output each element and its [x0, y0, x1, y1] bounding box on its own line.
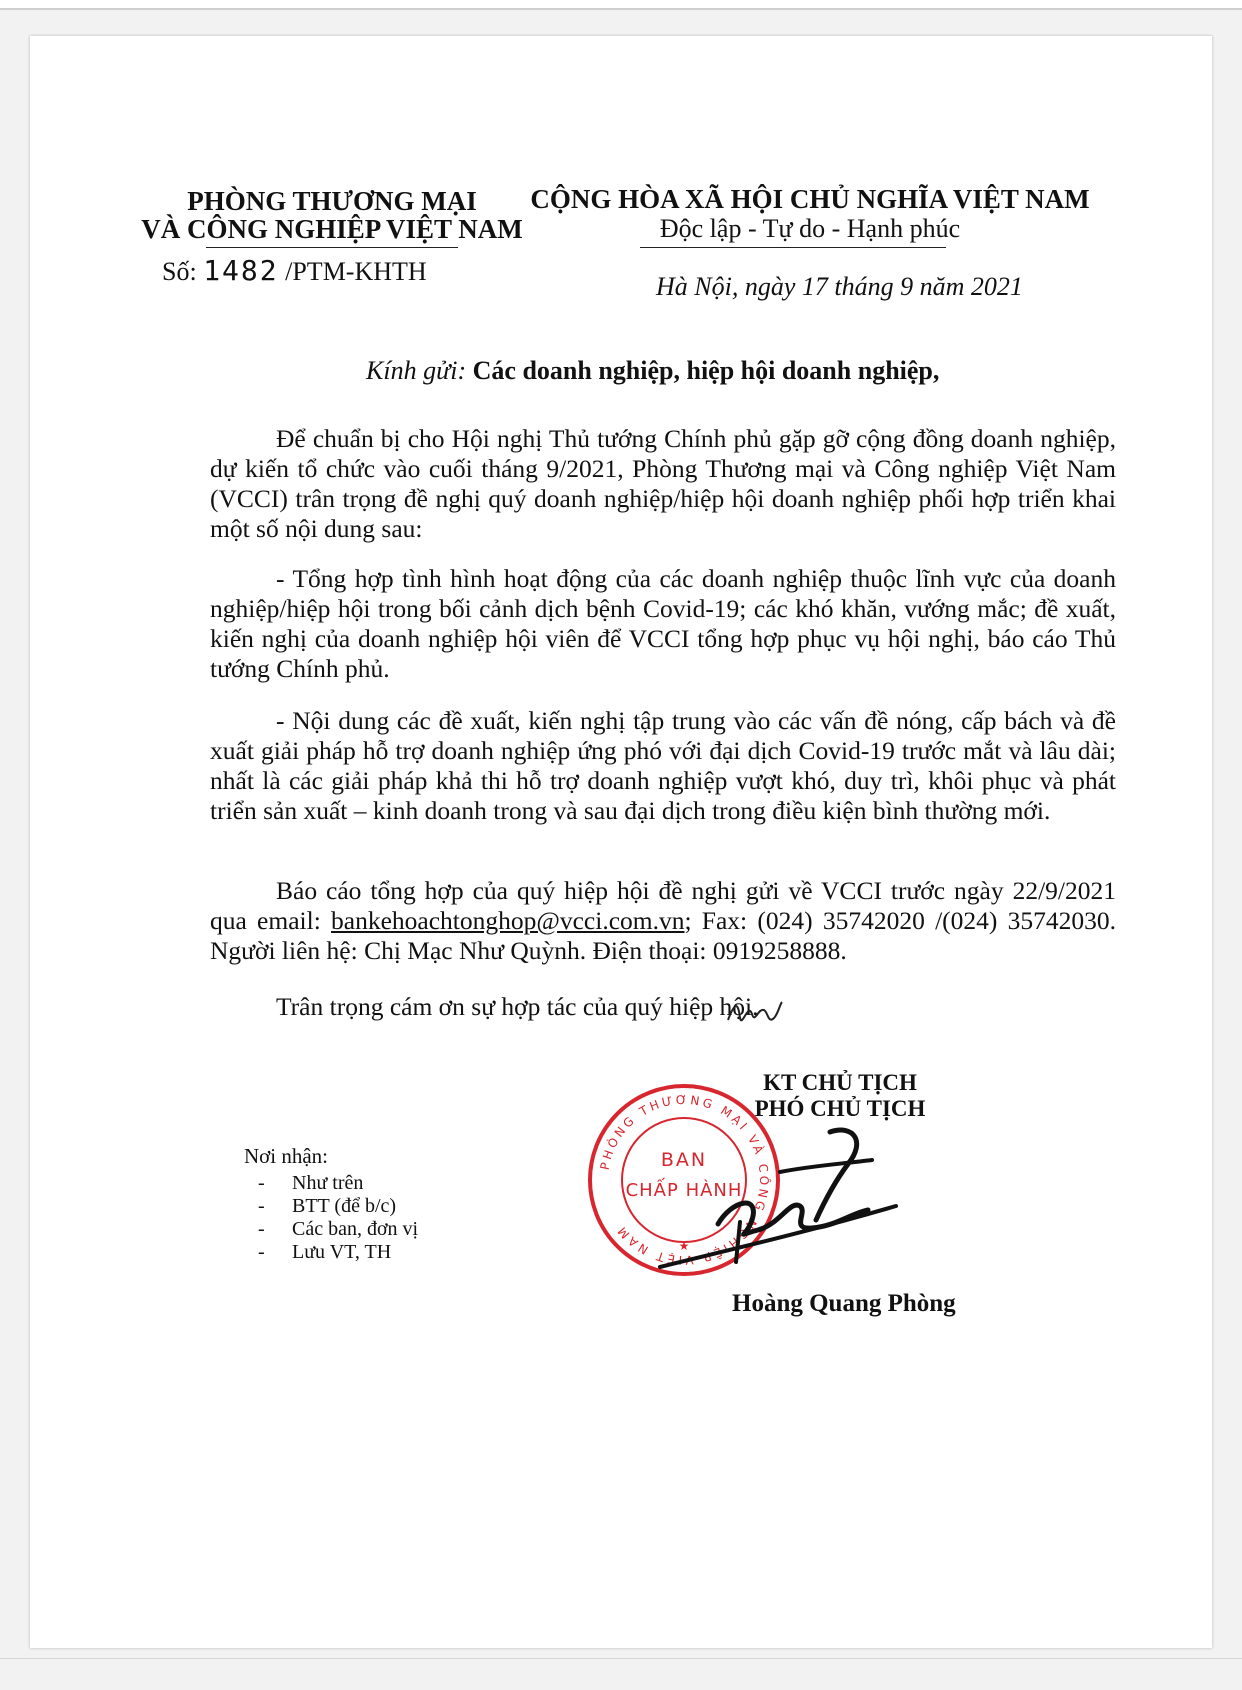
salutation-label: Kính gửi:	[366, 356, 467, 385]
recipient-item: - BTT (để b/c)	[258, 1195, 397, 1217]
bottom-divider	[0, 1658, 1242, 1659]
recipient-item: - Như trên	[258, 1172, 364, 1194]
country-name: CỘNG HÒA XÃ HỘI CHỦ NGHĨA VIỆT NAM	[530, 184, 1090, 214]
national-motto: Độc lập - Tự do - Hạnh phúc	[659, 214, 961, 243]
signature-title-1: KT CHỦ TỊCH	[763, 1070, 917, 1095]
top-divider	[0, 8, 1242, 10]
recipient-text: Như trên	[292, 1172, 364, 1194]
signature-title-2: PHÓ CHỦ TỊCH	[754, 1096, 926, 1121]
document-number	[162, 254, 427, 287]
salutation-recipients: Các doanh nghiệp, hiệp hội doanh nghiệp,	[472, 356, 940, 385]
so-suffix: /PTM-KHTH	[285, 257, 427, 286]
body-paragraph-3: - Nội dung các đề xuất, kiến nghị tập trung vào các vấn đề nóng, cấp bách và đề xuất giải pháp hỗ trợ doanh nghiệp ứng phó với đại dịch Covid-19 trước mắt và lâu dài; nhất là các giải pháp khả thi hỗ trợ doanh nghiệp vượt khó, duy trì, khôi phục và phát triển sản xuất – kinh doanh trong và sau đại dịch trong điều kiện bình thường mới.	[210, 706, 1116, 825]
initials-signature	[724, 994, 784, 1034]
body-paragraph-5: Trân trọng cám ơn sự hợp tác của quý hiệp hội.	[276, 992, 759, 1021]
recipient-item: - Lưu VT, TH	[258, 1241, 392, 1263]
body-paragraph-1: Để chuẩn bị cho Hội nghị Thủ tướng Chính phủ gặp gỡ cộng đồng doanh nghiệp, dự kiến tổ chức vào cuối tháng 9/2021, Phòng Thương mại và Công nghiệp Việt Nam (VCCI) trân trọng đề nghị quý doanh nghiệp/hiệp hội doanh nghiệp phối hợp triển khai một số nội dung sau:	[210, 424, 1116, 543]
recipient-text: Các ban, đơn vị	[292, 1218, 419, 1240]
motto-underline	[640, 247, 946, 248]
recipient-text: BTT (để b/c)	[292, 1195, 397, 1217]
top-bar	[0, 0, 1242, 8]
recipient-text: Lưu VT, TH	[292, 1241, 392, 1263]
org-name-line1: PHÒNG THƯƠNG MẠI	[187, 186, 477, 216]
signer-name: Hoàng Quang Phòng	[732, 1290, 956, 1317]
body-paragraph-2: - Tổng hợp tình hình hoạt động của các doanh nghiệp thuộc lĩnh vực của doanh nghiệp/hiệp hội trong bối cảnh dịch bệnh Covid-19; các khó khăn, vướng mắc; đề xuất, kiến nghị của doanh nghiệp hội viên để VCCI tổng hợp phục vụ hội nghị, báo cáo Thủ tướng Chính phủ.	[210, 564, 1116, 683]
contact-email-link[interactable]: bankehoachtonghop@vcci.com.vn	[331, 906, 685, 935]
recipient-item: - Các ban, đơn vị	[258, 1218, 419, 1240]
org-underline	[206, 247, 458, 248]
handwritten-signature	[640, 1102, 910, 1272]
stamp-center-line1: BAN	[660, 1149, 708, 1171]
issue-date: Hà Nội, ngày 17 tháng 9 năm 2021	[656, 272, 1023, 301]
document-page	[30, 36, 1212, 1648]
p4-before: Báo cáo tổng hợp của quý hiệp hội đề nghị gửi về VCCI trước ngày 22/9/2021 qua email:	[210, 876, 1116, 935]
so-number: 1482	[203, 254, 279, 287]
recipients-list	[258, 1172, 458, 1264]
stamp-ring-text: PHÒNG THƯƠNG MẠI VÀ CÔNG NGHIỆP VIỆT NAM	[597, 1092, 772, 1268]
so-label: Số:	[162, 257, 197, 286]
p4-after: ; Fax: (024) 35742020 /(024) 35742030. Người liên hệ: Chị Mạc Như Quỳnh. Điện thoại: 0919258888.	[210, 906, 1116, 965]
recipients-label: Nơi nhận:	[244, 1144, 329, 1168]
salutation	[366, 356, 939, 386]
svg-text:★: ★	[678, 1239, 690, 1253]
org-name-line2: VÀ CÔNG NGHIỆP VIỆT NAM	[141, 214, 523, 244]
body-paragraph-4	[210, 876, 1116, 966]
stamp-center-line2: CHẤP HÀNH	[625, 1180, 743, 1201]
